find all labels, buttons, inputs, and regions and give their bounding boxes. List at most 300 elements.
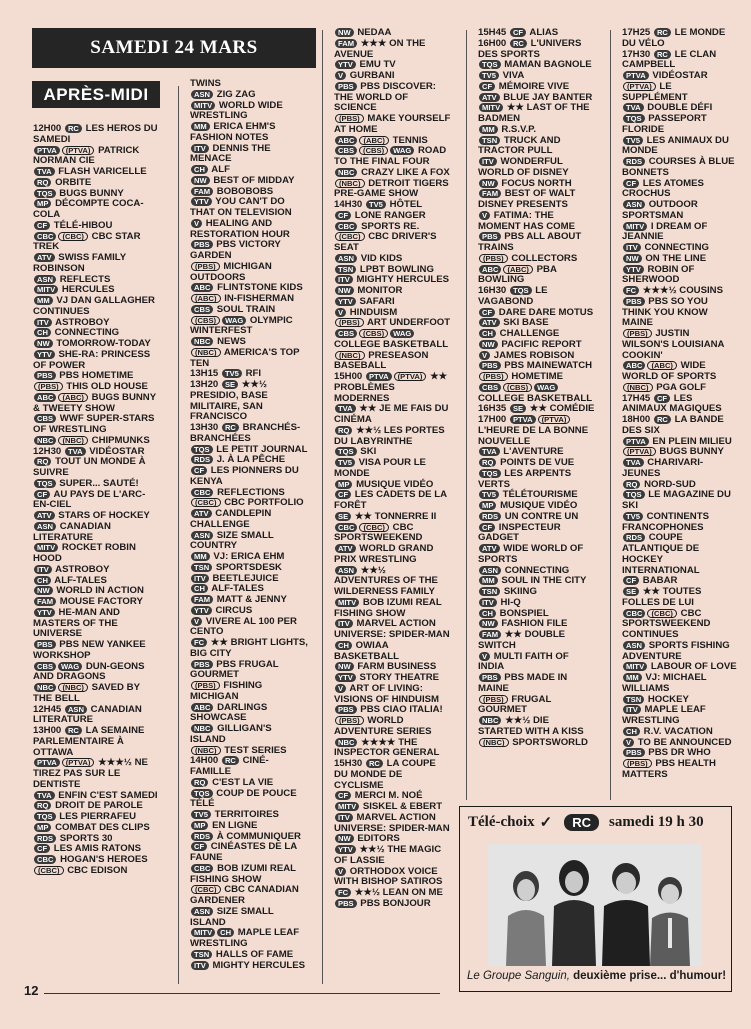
channel-badge: CH: [34, 328, 51, 337]
program-title: SKIING: [503, 586, 537, 597]
channel-badge: (PBS): [34, 382, 63, 391]
listing-entry: [622, 179, 738, 201]
channel-badge: CF: [510, 28, 526, 37]
listing-time: 17H25: [622, 28, 651, 38]
listing-entry: [622, 458, 738, 480]
channel-badge: YTV: [191, 606, 212, 615]
channel-badge: RDS: [623, 533, 645, 542]
program-title: VID KIDS: [360, 252, 403, 264]
program-title: VJ: MICHAEL WILLIAMS: [622, 672, 707, 694]
channel-badge: ITV: [623, 705, 641, 714]
channel-badge: ASN: [335, 566, 357, 575]
listing-entry: [334, 490, 452, 512]
channel-badge: (PBS): [479, 254, 508, 263]
listing-entry: [622, 297, 738, 329]
channel-badge: V: [479, 351, 490, 360]
channel-badge: TSN: [479, 136, 500, 145]
channel-badge: SE: [623, 587, 639, 596]
listing-entry: [33, 522, 159, 544]
listing-entry: [190, 961, 308, 972]
program-title: BABAR: [642, 575, 678, 587]
program-title: PBA BOWLING: [478, 263, 557, 286]
channel-badge: TQS: [479, 469, 501, 478]
listing-time: 13H15: [190, 368, 219, 380]
program-title: BOB IZUMI REAL FISHING SHOW: [334, 596, 442, 619]
listing-entry: [190, 928, 308, 950]
program-title: ★★★★ THE INSPECTOR GENERAL: [334, 736, 440, 759]
listing-entry: [33, 640, 159, 662]
program-title: EN PLEIN MILIEU: [652, 435, 732, 447]
group-photo: [488, 844, 702, 966]
listing-entry: [190, 638, 308, 660]
channel-badge: WAG: [390, 329, 414, 338]
program-title: LES PIONNERS DU KENYA: [190, 465, 299, 487]
channel-badge: MM: [623, 673, 642, 682]
channel-badge: (NBC): [479, 738, 509, 747]
program-title: ALF-TALES: [54, 574, 107, 586]
channel-badge: CH: [217, 928, 234, 937]
channel-badge: CF: [34, 844, 50, 853]
program-title: PBS BONJOUR: [360, 897, 431, 909]
listing-entry: [478, 103, 596, 125]
program-title: ZIG ZAG: [216, 88, 256, 100]
listing-entry: [478, 39, 596, 61]
channel-badge: FAM: [335, 39, 357, 48]
program-title: ★★½ PRESIDIO, BASE MILITAIRE, SAN FRANCISCO: [190, 379, 268, 423]
program-title: HI-Q: [500, 596, 521, 608]
channel-badge: TVA: [479, 447, 500, 456]
listing-time: 14H30: [334, 199, 363, 210]
program-title: MIGHTY HERCULES: [356, 274, 450, 286]
program-title: FATIMA: THE MOMENT HAS COME: [478, 209, 576, 232]
channel-badge: SE: [335, 512, 351, 521]
program-title: LABOUR OF LOVE: [650, 661, 737, 673]
channel-badge: CF: [479, 308, 495, 317]
program-title: THIS OLD HOUSE: [66, 381, 148, 392]
program-title: ★★ TOUTES FOLLES DE LUI: [622, 586, 702, 608]
listing-entry: [478, 695, 596, 717]
channel-badge: YTV: [34, 350, 55, 359]
program-title: HINDUISM: [349, 306, 398, 318]
broadcast-time: samedi 19 h 30: [609, 814, 704, 830]
channel-badge: MP: [191, 821, 208, 830]
column-divider: [610, 30, 611, 800]
listing-entry: [622, 200, 738, 222]
channel-badge: MITV: [623, 222, 647, 231]
listing-entry: [190, 144, 308, 166]
program-title: EMU TV: [359, 59, 396, 71]
program-title: TOMORROW-TODAY: [56, 338, 151, 349]
channel-badge: YTV: [623, 265, 644, 274]
listing-entry: [190, 316, 308, 338]
channel-badge: (NBC): [58, 683, 88, 692]
listing-entry: [622, 641, 738, 663]
program-title: CINÉASTES DE LA FAUNE: [190, 841, 297, 863]
channel-badge: PBS: [479, 361, 501, 370]
channel-badge: NBC: [335, 738, 357, 747]
listing-entry: [334, 318, 452, 329]
channel-badge: (NBC): [335, 179, 365, 188]
channel-badge: ASN: [191, 907, 213, 916]
listing-entry: [190, 240, 308, 262]
channel-badge: (PBS): [191, 262, 220, 271]
channel-badge: ASN: [34, 275, 56, 284]
listing-entry: [33, 866, 159, 877]
program-title: MUSIQUE VIDÉO: [356, 478, 434, 490]
listing-entry: [478, 673, 596, 695]
channel-badge: (CBC): [335, 232, 365, 241]
channel-badge: YTV: [34, 608, 55, 617]
channel-badge: TVA: [34, 167, 55, 176]
channel-badge: CBC: [191, 488, 213, 497]
channel-badge: (CBC): [359, 523, 389, 532]
channel-badge: PBS: [623, 748, 645, 757]
channel-badge: WAG: [534, 383, 558, 392]
program-title: R.V. VACATION: [643, 725, 713, 737]
program-title: COUP DE POUCE TÉLÉ: [190, 787, 297, 810]
listing-entry: [33, 758, 159, 790]
program-title: TWINS: [190, 79, 221, 89]
program-title: SAVED BY THE BELL: [33, 682, 140, 704]
program-title: ★★ TONNERRE II: [354, 510, 437, 522]
channel-badge: RC: [510, 39, 527, 48]
channel-badge: NW: [335, 28, 354, 37]
program-title: COUPE ATLANTIQUE DE HOCKEY INTERNATIONAL: [622, 532, 700, 576]
listing-entry: [33, 296, 159, 318]
channel-badge: PBS: [623, 297, 645, 306]
channel-badge: ABC: [191, 703, 213, 712]
program-title: STARS OF HOCKEY: [58, 510, 150, 521]
channel-badge: YTV: [335, 297, 356, 306]
listing-entry: [334, 146, 452, 168]
program-title: FLASH VARICELLE: [58, 166, 147, 177]
check-icon: ✓: [539, 815, 553, 831]
channel-badge: TQS: [479, 60, 501, 69]
channel-badge: CH: [34, 576, 51, 585]
program-title: MAKE YOURSELF AT HOME: [334, 113, 451, 135]
listing-entry: [33, 543, 159, 565]
listing-entry: [478, 576, 596, 587]
program-title: WONDERFUL WORLD OF DISNEY: [478, 156, 569, 178]
channel-badge: MITV: [335, 598, 359, 607]
channel-badge: MITV: [191, 101, 215, 110]
channel-badge: ABC: [191, 283, 213, 292]
program-title: L'UNIVERS DES SPORTS: [478, 37, 582, 60]
channel-badge: TSN: [623, 695, 644, 704]
channel-badge: V: [335, 867, 346, 876]
program-title: MICHIGAN OUTDOORS: [190, 260, 272, 283]
program-title: SAFARI: [359, 295, 395, 307]
program-title: REFLECTIONS: [217, 486, 285, 498]
program-title: CBC STAR TREK: [33, 230, 141, 253]
channel-badge: RC: [654, 28, 671, 37]
program-title: EDITORS: [357, 833, 400, 845]
channel-badge: ABC: [479, 265, 501, 274]
program-title: ERICA EHM'S FASHION NOTES: [190, 121, 276, 143]
program-title: OUTDOOR SPORTSMAN: [622, 199, 698, 221]
listing-entry: [190, 380, 308, 423]
listing-entry: [478, 738, 596, 749]
channel-badge: CF: [479, 523, 495, 532]
program-title: ★★½ ADVENTURES OF THE WILDERNESS FAMILY: [334, 564, 438, 597]
channel-badge: TQS: [335, 447, 357, 456]
program-title: CONNECTING: [504, 564, 570, 576]
channel-badge: CBS: [335, 329, 357, 338]
program-title: SOUL IN THE CITY: [501, 575, 587, 587]
channel-badge: FC: [623, 286, 639, 295]
listing-entry: [33, 683, 159, 705]
listing-entry: [190, 617, 308, 639]
program-title: LA COUPE DU MONDE DE CYCLISME: [334, 758, 436, 791]
program-title: SPORTS 30: [59, 832, 113, 844]
listing-entry: [622, 265, 738, 287]
program-title: TOUT UN MONDE À SUIVRE: [33, 456, 146, 478]
program-title: ★★ BRIGHT LIGHTS, BIG CITY: [190, 637, 308, 659]
listing-entry: [478, 383, 596, 405]
program-title: FLINTSTONE KIDS: [217, 282, 303, 294]
channel-badge: TSN: [191, 950, 212, 959]
listing-time: 17H45: [622, 392, 651, 404]
program-title: COLLEGE BASKETBALL: [478, 392, 593, 404]
channel-badge: CBS: [191, 305, 213, 314]
tele-choix-label: Télé-choix: [468, 814, 535, 830]
channel-badge: NW: [335, 834, 354, 843]
program-title: UN CONTRE UN: [504, 510, 579, 522]
program-title: DUN-GEONS AND DRAGONS: [33, 660, 145, 683]
program-title: LES HÉROS DU SAMEDI: [33, 124, 158, 145]
channel-badge: TSN: [335, 265, 356, 274]
channel-badge: RC: [366, 759, 383, 768]
listing-entry: [478, 652, 596, 674]
program-title: C'EST LA VIE: [212, 776, 274, 788]
program-title: ★★½ LEAN ON ME: [354, 887, 443, 898]
listing-entry: [190, 864, 308, 886]
channel-badge: ATV: [479, 318, 500, 327]
channel-badge: RC: [654, 50, 671, 59]
program-title: DARLINGS SHOWCASE: [190, 701, 268, 724]
channel-badge: (ABC): [503, 265, 533, 274]
caption-text: deuxième prise... d'humour!: [569, 970, 727, 982]
program-title: BEST OF WALT DISNEY PRESENTS: [478, 188, 576, 210]
program-title: VIVA: [502, 70, 525, 81]
program-title: ★★ LAST OF THE BADMEN: [478, 102, 590, 124]
program-title: CONNECTING: [54, 327, 120, 339]
channel-badge: PBS: [34, 371, 56, 380]
program-title: JUSTIN WILSON'S LOUISIANA COOKIN': [622, 328, 725, 361]
channel-badge: MITV: [335, 802, 359, 811]
program-title: DETROIT TIGERS PRE-GAME SHOW: [334, 177, 449, 200]
program-title: OLYMPIC WINTERFEST: [190, 314, 293, 337]
listings-column-1: [33, 124, 159, 984]
program-title: DARE DARE MOTUS: [498, 306, 594, 318]
channel-badge: PBS: [191, 660, 213, 669]
channel-badge: TV5: [366, 200, 386, 209]
program-title: J. À LA PÊCHE: [216, 454, 286, 466]
program-title: LES ANIMAUX DU MONDE: [622, 134, 729, 157]
program-title: MIGHTY HERCULES: [212, 959, 306, 971]
listing-entry: [33, 124, 159, 146]
listing-entry: [33, 350, 159, 372]
photo-caption: [466, 970, 727, 982]
program-title: SIZE SMALL ISLAND: [190, 905, 274, 928]
program-title: IN-FISHERMAN: [224, 293, 295, 304]
channel-badge: (PBS): [479, 372, 508, 381]
channel-badge: (CBC): [191, 498, 221, 507]
channel-badge: CF: [335, 490, 351, 499]
channel-badge: (PBS): [623, 759, 652, 768]
listing-entry: [190, 466, 308, 488]
channel-badge: NW: [479, 340, 498, 349]
channel-badge: CH: [479, 329, 496, 338]
channel-badge: ASN: [335, 254, 357, 263]
program-title: LE PETIT JOURNAL: [216, 443, 308, 455]
channel-badge: ABC: [34, 393, 56, 402]
listing-entry: [622, 71, 738, 82]
channel-badge: PBS: [335, 899, 357, 908]
channel-badge: ASN: [34, 522, 56, 531]
program-title: BEETLEJUICE: [212, 572, 279, 584]
channel-badge: ASN: [65, 705, 87, 714]
channel-badge: FAM: [34, 597, 56, 606]
channel-badge: NW: [479, 619, 498, 628]
program-title: ★★½ THE MAGIC OF LASSIE: [334, 844, 442, 866]
program-title: CHALLENGE: [499, 328, 560, 339]
channel-badge: MP: [34, 199, 51, 208]
listing-entry: [33, 662, 159, 684]
listing-entry: [478, 211, 596, 233]
channel-badge: ITV: [335, 275, 353, 284]
program-title: À COMMUNIQUER: [216, 830, 301, 842]
listing-time: 12H45: [33, 703, 62, 715]
listing-entry: [334, 899, 452, 910]
channel-badge: (CBS): [503, 383, 532, 392]
program-title: CANADIAN LITERATURE: [33, 520, 111, 543]
channel-badge: CBC: [623, 609, 645, 618]
channel-badge: RC: [65, 726, 82, 735]
channel-badge: CF: [335, 211, 351, 220]
program-title: PASSEPORT FLORIDE: [622, 113, 707, 135]
channel-badge: ITV: [623, 243, 641, 252]
program-title: HÔTEL: [389, 199, 423, 210]
channel-badge: (CBC): [647, 609, 677, 618]
program-title: BONSPIEL: [499, 607, 549, 619]
channel-badge: MM: [479, 125, 498, 134]
listing-entry: [334, 544, 452, 566]
channel-badge: ASN: [623, 641, 645, 650]
program-title: POINTS DE VUE: [500, 457, 575, 468]
listing-entry: [190, 197, 308, 219]
listing-entry: [478, 587, 596, 598]
channel-badge: CBS: [34, 662, 56, 671]
listing-entry: [334, 641, 452, 663]
listing-entry: [33, 232, 159, 254]
program-title: VISA POUR LE MONDE: [334, 457, 426, 479]
program-title: WORLD IN ACTION: [56, 585, 144, 597]
listing-entry: [334, 426, 452, 448]
channel-badge: RC: [222, 423, 239, 432]
program-title: SKI BASE: [503, 317, 549, 329]
listing-entry: [478, 189, 596, 211]
program-title: PACIFIC REPORT: [501, 338, 582, 350]
channel-badge: NW: [191, 176, 210, 185]
channel-badge: CF: [34, 490, 50, 499]
channel-badge: NBC: [191, 724, 213, 733]
channel-badge: TQS: [510, 286, 532, 295]
program-title: MULTI FAITH OF INDIA: [478, 650, 569, 673]
channel-badge: MITV: [34, 543, 58, 552]
program-title: LA SEMAINE PARLEMENTAIRE À OTTAWA: [33, 725, 145, 758]
program-title: ROCKET ROBIN HOOD: [33, 542, 136, 564]
channel-badge: (PTVA): [62, 146, 95, 155]
channel-badge: CF: [191, 842, 207, 851]
program-title: ★★ COMÉDIE: [529, 403, 595, 415]
listing-entry: [478, 523, 596, 545]
channel-badge: RQ: [335, 426, 352, 435]
listing-entry: [478, 232, 596, 254]
listing-entry: [622, 673, 738, 695]
channel-badge: ITV: [191, 574, 209, 583]
channel-badge: RDS: [479, 512, 501, 521]
channel-badge: CF: [191, 466, 207, 475]
program-title: MARVEL ACTION UNIVERSE: SPIDER-MAN: [334, 618, 450, 640]
channel-badge: NBC: [191, 337, 213, 346]
channel-badge: ASN: [479, 566, 501, 575]
listing-entry: [334, 179, 452, 201]
listing-entry: [190, 348, 308, 370]
channel-badge: ATV: [191, 509, 212, 518]
program-title: PBS ALL ABOUT TRAINS: [478, 231, 582, 253]
channel-badge: FAM: [479, 189, 501, 198]
program-title: TEST SERIES: [224, 744, 287, 756]
listing-entry: [334, 619, 452, 641]
channel-badge: V: [191, 617, 202, 626]
channel-badge: (PBS): [335, 114, 364, 123]
program-title: PGA GOLF: [656, 381, 706, 393]
program-title: REFLECTS: [59, 273, 111, 285]
listing-time: 12H00: [33, 124, 62, 134]
channel-badge: PBS: [191, 240, 213, 249]
program-title: PATRICK NORMAN CIE: [33, 144, 140, 167]
channel-badge: RQ: [34, 457, 51, 466]
channel-badge: RC: [654, 415, 671, 424]
channel-badge: NBC: [34, 436, 56, 445]
listing-entry: [622, 587, 738, 609]
channel-badge: CF: [623, 576, 639, 585]
tele-choix-box: [459, 806, 732, 992]
channel-badge: (PBS): [623, 329, 652, 338]
listing-entry: [33, 253, 159, 275]
channel-badge: TQS: [34, 479, 56, 488]
listing-entry: [478, 415, 596, 447]
program-title: STORY THEATRE: [359, 672, 440, 683]
tele-choix-header: [468, 813, 704, 832]
channel-badge: NW: [335, 286, 354, 295]
channel-badge: TV5: [222, 369, 242, 378]
channel-badge: CF: [34, 221, 50, 230]
listing-entry: [478, 630, 596, 652]
listing-entry: [334, 82, 452, 114]
program-title: ★★½ LES PORTES DU LABYRINTHE: [334, 424, 445, 447]
channel-badge: RDS: [191, 832, 213, 841]
program-title: COLLEGE BASKETBALL: [334, 338, 449, 350]
channel-badge: PBS: [335, 705, 357, 714]
program-title: AU PAYS DE L'ARC-EN-CIEL: [33, 488, 146, 511]
program-title: OWIAA BASKETBALL: [334, 639, 400, 662]
program-title: ASTROBOY: [55, 316, 110, 328]
program-title: SPORTS FISHING ADVENTURE: [622, 639, 730, 662]
channel-badge: NBC: [34, 683, 56, 692]
column-divider: [178, 86, 179, 984]
